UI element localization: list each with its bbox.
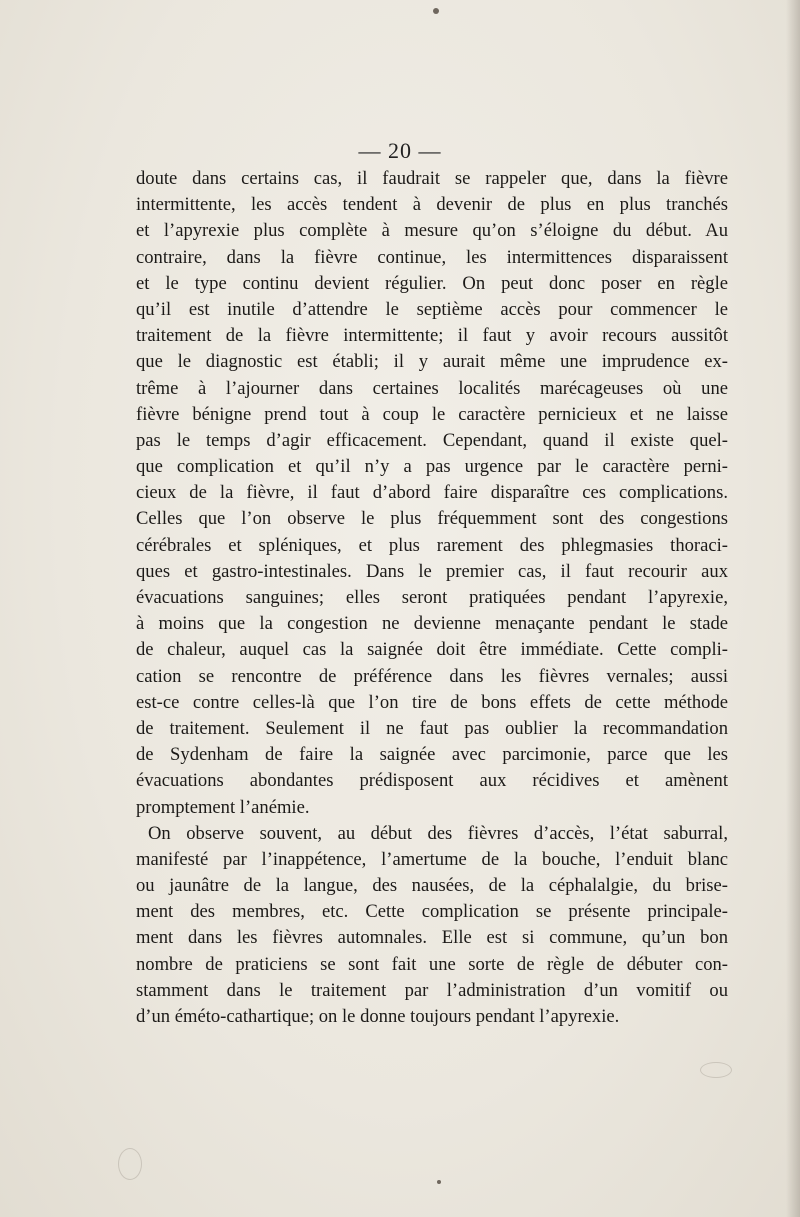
text-line: nombre de praticiens se sont fait une sorte de règle de débuter con- [136,953,728,975]
text-line: évacuations abondantes prédisposent aux récidives et amènent [136,770,728,792]
page-number: — 20 — [358,138,442,163]
text-line: de Sydenham de faire la saignée avec parcimonie, parce que les [136,744,728,766]
text-line: promptement l’anémie. [136,796,310,818]
text-line: qu’il est inutile d’attendre le septième accès pour commencer le [136,298,728,320]
text-line: et l’apyrexie plus complète à mesure qu’on s’éloigne du début. Au [136,220,728,242]
text-line: fièvre bénigne prend tout à coup le caractère pernicieux et ne laisse [136,403,728,425]
ink-speck [433,8,439,14]
text-line: cieux de la fièvre, il faut d’abord faire disparaître ces complications. [136,482,728,504]
text-line: ques et gastro-intestinales. Dans le premier cas, il faut recourir aux [136,560,728,582]
text-line: que le diagnostic est établi; il y aurait même une imprudence ex- [136,351,728,373]
text-line: à moins que la congestion ne devienne menaçante pendant le stade [136,613,728,635]
paper-smudge [118,1148,142,1180]
text-line: stamment dans le traitement par l’administration d’un vomitif ou [136,979,728,1001]
text-line: doute dans certains cas, il faudrait se rappeler que, dans la fièvre [136,168,728,189]
text-line: de traitement. Seulement il ne faut pas oublier la recommandation [136,717,728,739]
text-line: que complication et qu’il n’y a pas urgence par le caractère perni- [136,456,728,478]
text-line: trême à l’ajourner dans certaines localités marécageuses où une [136,377,728,399]
text-line: manifesté par l’inappétence, l’amertume de la bouche, l’enduit blanc [136,848,728,870]
page-edge-shadow [786,0,800,1217]
text-line: On observe souvent, au début des fièvres d’accès, l’état saburral, [148,822,728,844]
ink-speck [437,1180,441,1184]
text-line: Celles que l’on observe le plus fréquemment sont des congestions [136,508,728,530]
body-text [136,166,728,1030]
text-line: est-ce contre celles-là que l’on tire de bons effets de cette méthode [136,691,728,713]
text-line: traitement de la fièvre intermittente; il faut y avoir recours aussitôt [136,325,728,347]
text-line: ment des membres, etc. Cette complication se présente principale- [136,901,728,923]
text-line: ment dans les fièvres automnales. Elle est si commune, qu’un bon [136,927,728,949]
text-line: pas le temps d’agir efficacement. Cependant, quand il existe quel- [136,429,728,451]
text-line: ou jaunâtre de la langue, des nausées, de la céphalalgie, du brise- [136,875,728,897]
text-line: cérébrales et spléniques, et plus rarement des phlegmasies thoraci- [136,534,728,556]
paragraph-2 [136,821,728,1031]
text-line: d’un éméto-cathartique; on le donne toujours pendant l’apyrexie. [136,1006,620,1027]
text-line: et le type continu devient régulier. On peut donc poser en règle [136,272,728,294]
text-line: de chaleur, auquel cas la saignée doit être immédiate. Cette compli- [136,639,728,661]
text-line: intermittente, les accès tendent à devenir de plus en plus tranchés [136,194,728,216]
paper-smudge [700,1062,732,1078]
paragraph-1 [136,166,728,821]
text-line: cation se rencontre de préférence dans les fièvres vernales; aussi [136,665,728,687]
text-line: contraire, dans la fièvre continue, les intermittences disparaissent [136,246,728,268]
text-line: évacuations sanguines; elles seront pratiquées pendant l’apyrexie, [136,587,728,608]
